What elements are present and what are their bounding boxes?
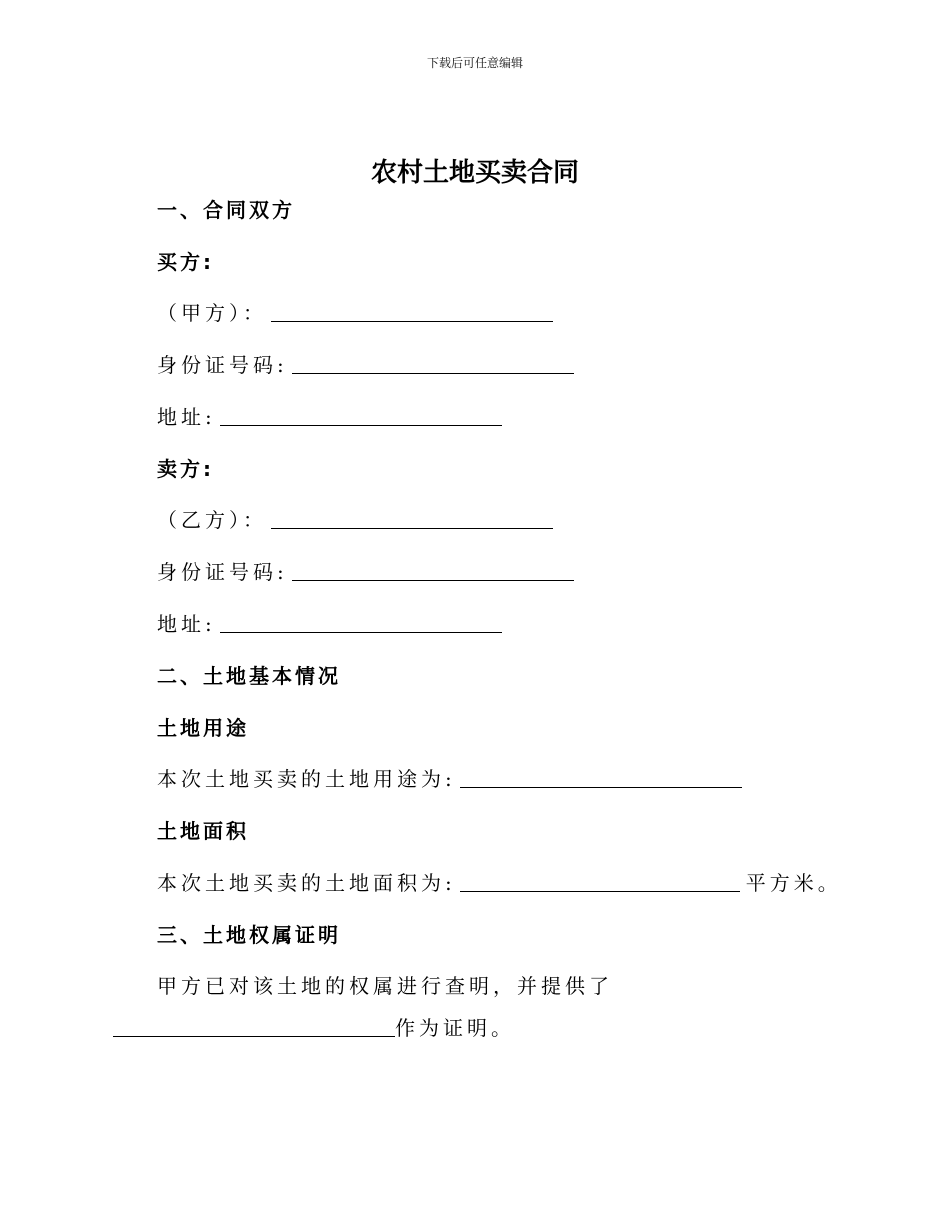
proof-text: 甲方已对该土地的权属进行查明，并提供了 [157, 974, 613, 998]
buyer-party-label: （甲方）： [157, 301, 267, 325]
land-use-label: 本次土地买卖的土地用途为: [157, 767, 456, 791]
buyer-label: 买方: [157, 250, 214, 274]
buyer-address-label: 地址: [157, 405, 216, 429]
land-area-line [157, 870, 842, 896]
land-use-blank[interactable] [460, 767, 742, 788]
buyer-id-line [157, 352, 574, 378]
proof-line [113, 1015, 515, 1041]
land-area-label: 本次土地买卖的土地面积为: [157, 871, 456, 895]
section-1-heading: 一、合同双方 [157, 198, 295, 222]
buyer-name-blank[interactable] [271, 301, 553, 322]
section-2-heading: 二、土地基本情况 [157, 664, 341, 688]
document-title: 农村土地买卖合同 [370, 158, 579, 188]
proof-document-blank[interactable] [113, 1016, 395, 1037]
header-note: 下载后可任意编辑 [426, 56, 523, 70]
seller-party-line [157, 507, 553, 533]
seller-name-blank[interactable] [271, 508, 553, 529]
proof-suffix: 作为证明。 [395, 1016, 515, 1040]
land-area-blank[interactable] [460, 871, 740, 892]
land-use-line [157, 766, 742, 792]
section-3-heading: 三、土地权属证明 [157, 923, 341, 947]
seller-id-line [157, 559, 574, 585]
land-use-heading: 土地用途 [157, 716, 249, 740]
land-area-heading: 土地面积 [157, 819, 249, 843]
seller-address-label: 地址: [157, 612, 216, 636]
seller-label: 卖方: [157, 457, 214, 481]
seller-address-blank[interactable] [220, 612, 502, 633]
seller-party-label: （乙方）： [157, 508, 267, 532]
buyer-party-line [157, 300, 553, 326]
buyer-id-blank[interactable] [292, 353, 574, 374]
seller-id-label: 身份证号码: [157, 560, 288, 584]
buyer-address-blank[interactable] [220, 405, 502, 426]
buyer-id-label: 身份证号码: [157, 353, 288, 377]
seller-address-line [157, 611, 502, 637]
buyer-address-line [157, 404, 502, 430]
land-area-unit: 平方米。 [745, 871, 842, 895]
seller-id-blank[interactable] [292, 560, 574, 581]
